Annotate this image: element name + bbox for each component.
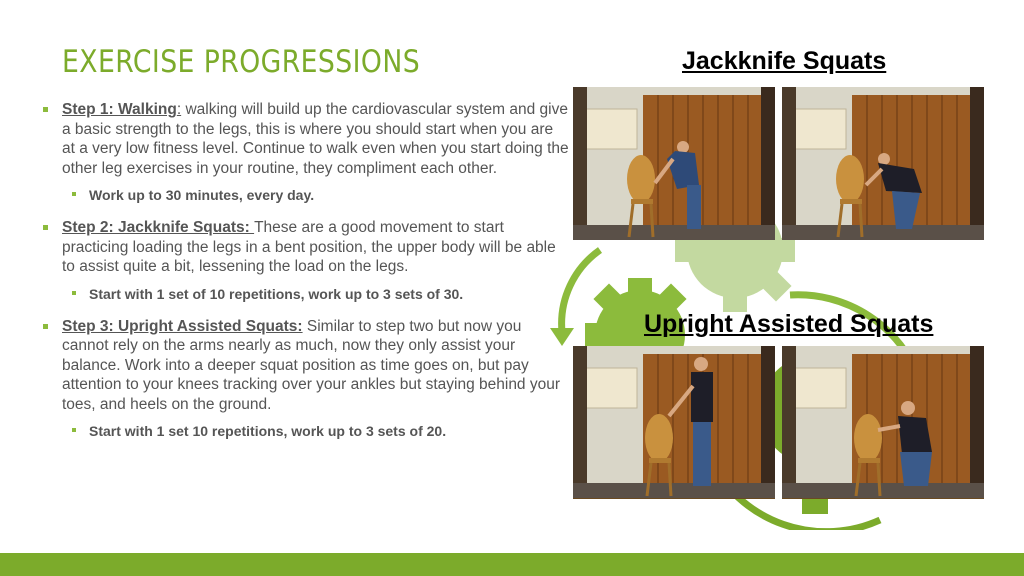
sub-bullet-icon xyxy=(72,291,76,295)
step-2-body: These are a good movement to start practicing loading the legs in a bent position, the upper body will be able to assist quite a bit, lessening the load on the legs. xyxy=(62,219,556,275)
step-1-title: Step 1: Walking xyxy=(62,101,177,118)
slide-title: EXERCISE PROGRESSIONS xyxy=(62,44,421,80)
step-1-title-suffix: : xyxy=(176,101,182,118)
sub-bullet-icon xyxy=(72,192,76,196)
step-3 xyxy=(40,317,570,415)
upright-photo-2 xyxy=(782,346,984,499)
step-3-sub xyxy=(40,422,570,440)
jackknife-heading: Jackknife Squats xyxy=(682,47,887,75)
arrow-arc-icon xyxy=(562,250,600,332)
jackknife-photo-1 xyxy=(573,87,775,240)
upright-photo-1 xyxy=(573,346,775,499)
sub-bullet-icon xyxy=(72,428,76,432)
steps-list xyxy=(40,100,570,454)
arrow-head-icon xyxy=(550,328,574,346)
step-3-body: Similar to step two but now you cannot rely on the arms nearly as much, now they only assist your balance. Work into a deeper squat position as time goes on, but pay attention to your knees tracking over your ankles but staying behind your toes, and heels on the ground. xyxy=(62,317,561,413)
step-2-sub xyxy=(40,285,570,303)
step-3-sub-text: Start with 1 set 10 repetitions, work up to 3 sets of 20. xyxy=(89,423,447,439)
bullet-icon xyxy=(43,324,48,329)
upright-heading: Upright Assisted Squats xyxy=(644,310,934,338)
jackknife-photo-2 xyxy=(782,87,984,240)
step-2-title: Step 2: Jackknife Squats: xyxy=(62,219,255,236)
step-1-body: walking will build up the cardiovascular system and give a basic strength to the legs, this is where you should start when you are at a very low fitness level. Continue to walk even when you start doing the other leg exercises in your routine, they compliment each other. xyxy=(62,101,569,177)
bullet-icon xyxy=(43,107,48,112)
step-1 xyxy=(40,100,570,178)
step-2 xyxy=(40,218,570,277)
step-1-sub xyxy=(40,186,570,204)
step-2-sub-text: Start with 1 set of 10 repetitions, work up to 3 sets of 30. xyxy=(89,285,464,302)
bullet-icon xyxy=(43,225,48,230)
footer-bar xyxy=(0,553,1024,576)
step-3-title: Step 3: Upright Assisted Squats: xyxy=(62,317,303,335)
step-1-sub-text: Work up to 30 minutes, every day. xyxy=(89,187,315,203)
